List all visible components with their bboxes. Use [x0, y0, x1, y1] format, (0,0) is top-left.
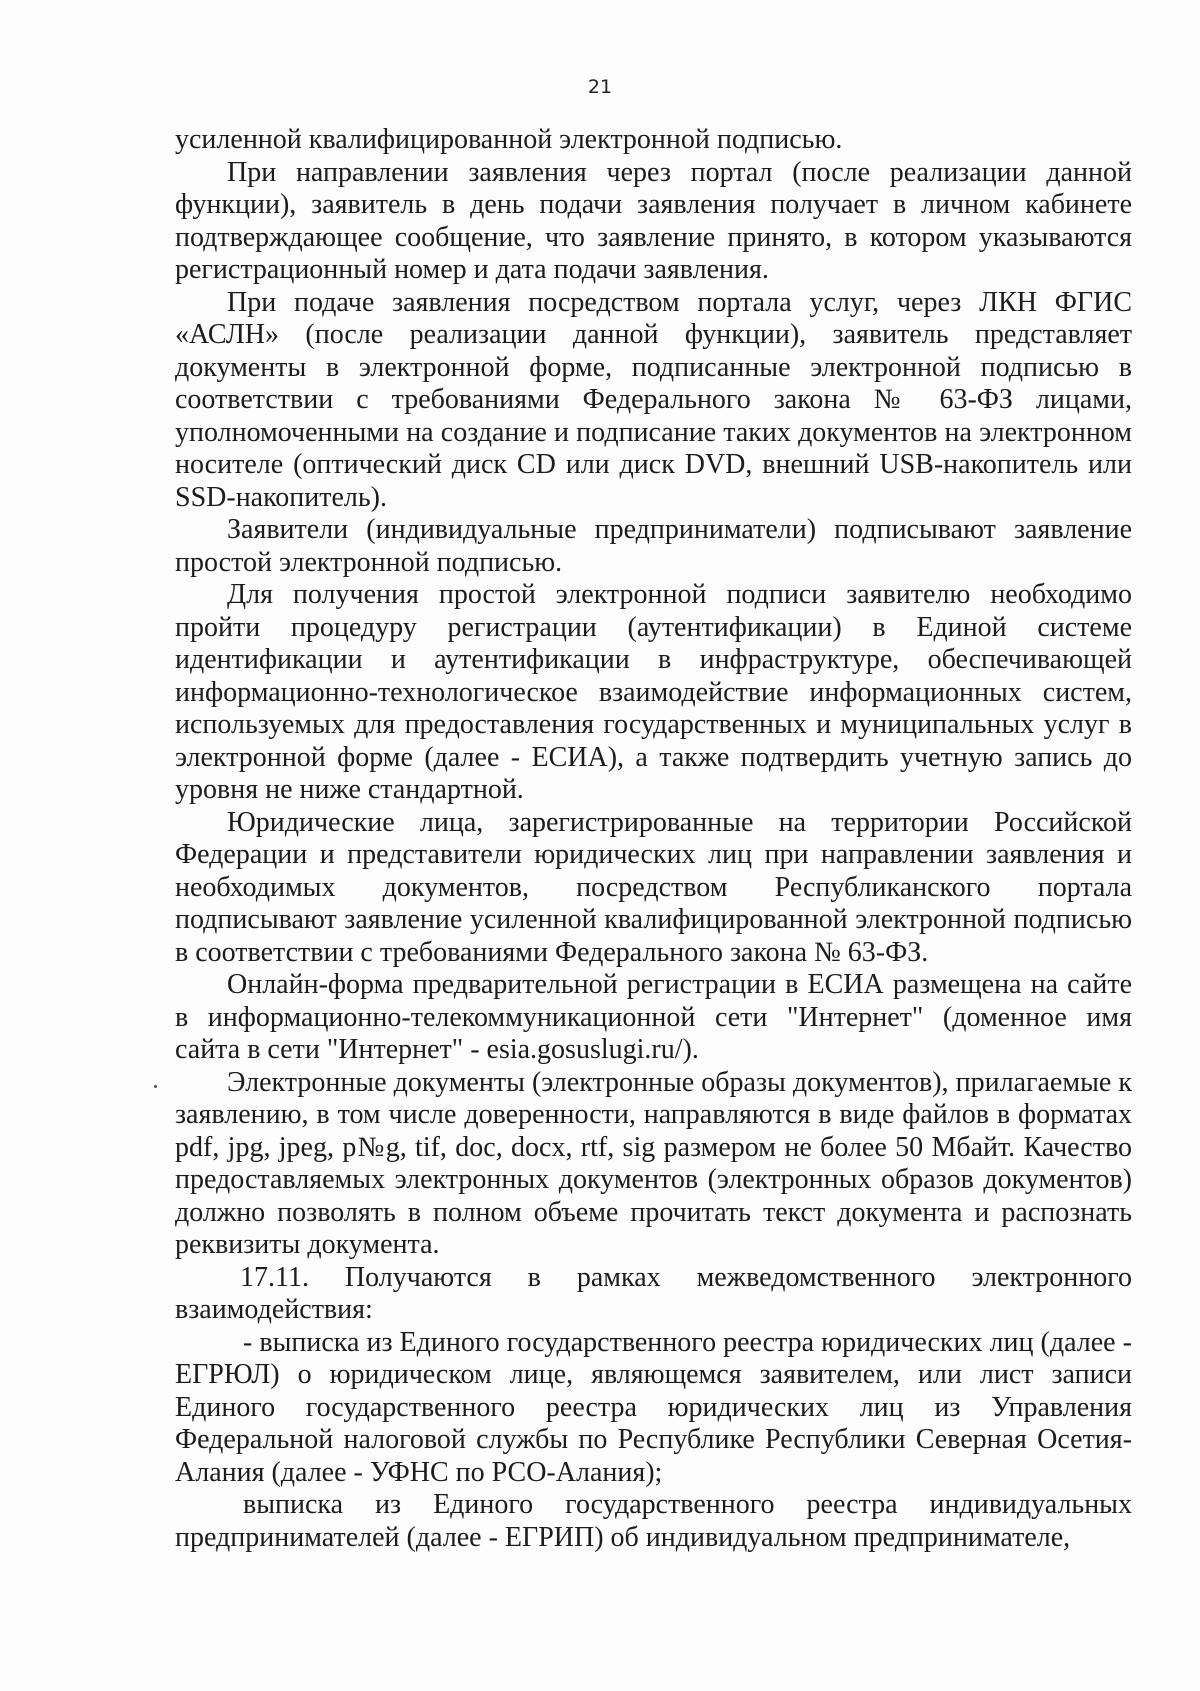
paragraph-legal-entities: Юридические лица, зарегистрированные на территории Российской Федерации и представители юридических лиц при направлении заявления и необходимых документов, посредством Республиканского портала подписывают заявление усиленной квалифицированной электронной подписью в соответствии с требованиями Федерального закона № 63-ФЗ. — [175, 806, 1132, 968]
paragraph-esia-registration: Для получения простой электронной подписи заявителю необходимо пройти процедуру регистрации (аутентификации) в Единой системе идентификации и аутентификации в инфраструктуре, обеспечивающей информационно-технологическое взаимодействие информационных систем, используемых для предоставления государственных и муниципальных услуг в электронной форме (далее - ЕСИА), а также подтвердить учетную запись до уровня не ниже стандартной. — [175, 579, 1132, 805]
paragraph-services-portal: При подаче заявления посредством портала услуг, через ЛКН ФГИС «АСЛН» (после реализации данной функции), заявитель представляет документы в электронной форме, подписанные электронной подписью в соответствии с требованиями Федерального закона № 63-ФЗ лицами, уполномоченными на создание и подписание таких документов на электронном носителе (оптический диск CD или диск DVD, внешний USB-накопитель или SSD-накопитель). — [175, 286, 1132, 513]
page-number: 21 — [587, 76, 613, 98]
scan-artifact-dot — [154, 1085, 157, 1088]
document-body — [175, 124, 1132, 1554]
list-item-egrul: - выписка из Единого государственного реестра юридических лиц (далее - ЕГРЮЛ) о юридическом лице, являющемся заявителем, или лист записи Единого государственного реестра юридических лиц из Управления Федеральной налоговой службы по Республике Республики Северная Осетия-Алания (далее - УФНС по РСО-Алания); — [175, 1326, 1132, 1488]
paragraph-clause-17-11: 17.11. Получаются в рамках межведомственного электронного взаимодействия: — [175, 1261, 1132, 1325]
list-item-egrip: выписка из Единого государственного реестра индивидуальных предпринимателей (далее - ЕГРИП) об индивидуальном предпринимателе, — [175, 1489, 1132, 1553]
paragraph-online-form: Онлайн-форма предварительной регистрации в ЕСИА размещена на сайте в информационно-телекоммуникационной сети "Интернет" (доменное имя сайта в сети "Интернет" - esia.gosuslugi.ru/). — [175, 969, 1132, 1065]
paragraph-electronic-documents: Электронные документы (электронные образы документов), прилагаемые к заявлению, в том числе доверенности, направляются в виде файлов в форматах pdf, jpg, jpeg, p№g, tif, doc, docx, rtf, sig размером не более 50 Мбайт. Качество предоставляемых электронных документов (электронных образов документов) должно позволять в полном объеме прочитать текст документа и распознать реквизиты документа. — [175, 1066, 1132, 1260]
paragraph-portal-submission: При направлении заявления через портал (после реализации данной функции), заявитель в день подачи заявления получает в личном кабинете подтверждающее сообщение, что заявление принято, в котором указываются регистрационный номер и дата подачи заявления. — [175, 156, 1132, 285]
paragraph-entrepreneurs-signature: Заявители (индивидуальные предприниматели) подписывают заявление простой электронной подписью. — [175, 514, 1132, 578]
paragraph-continuation: усиленной квалифицированной электронной подписью. — [175, 124, 843, 155]
